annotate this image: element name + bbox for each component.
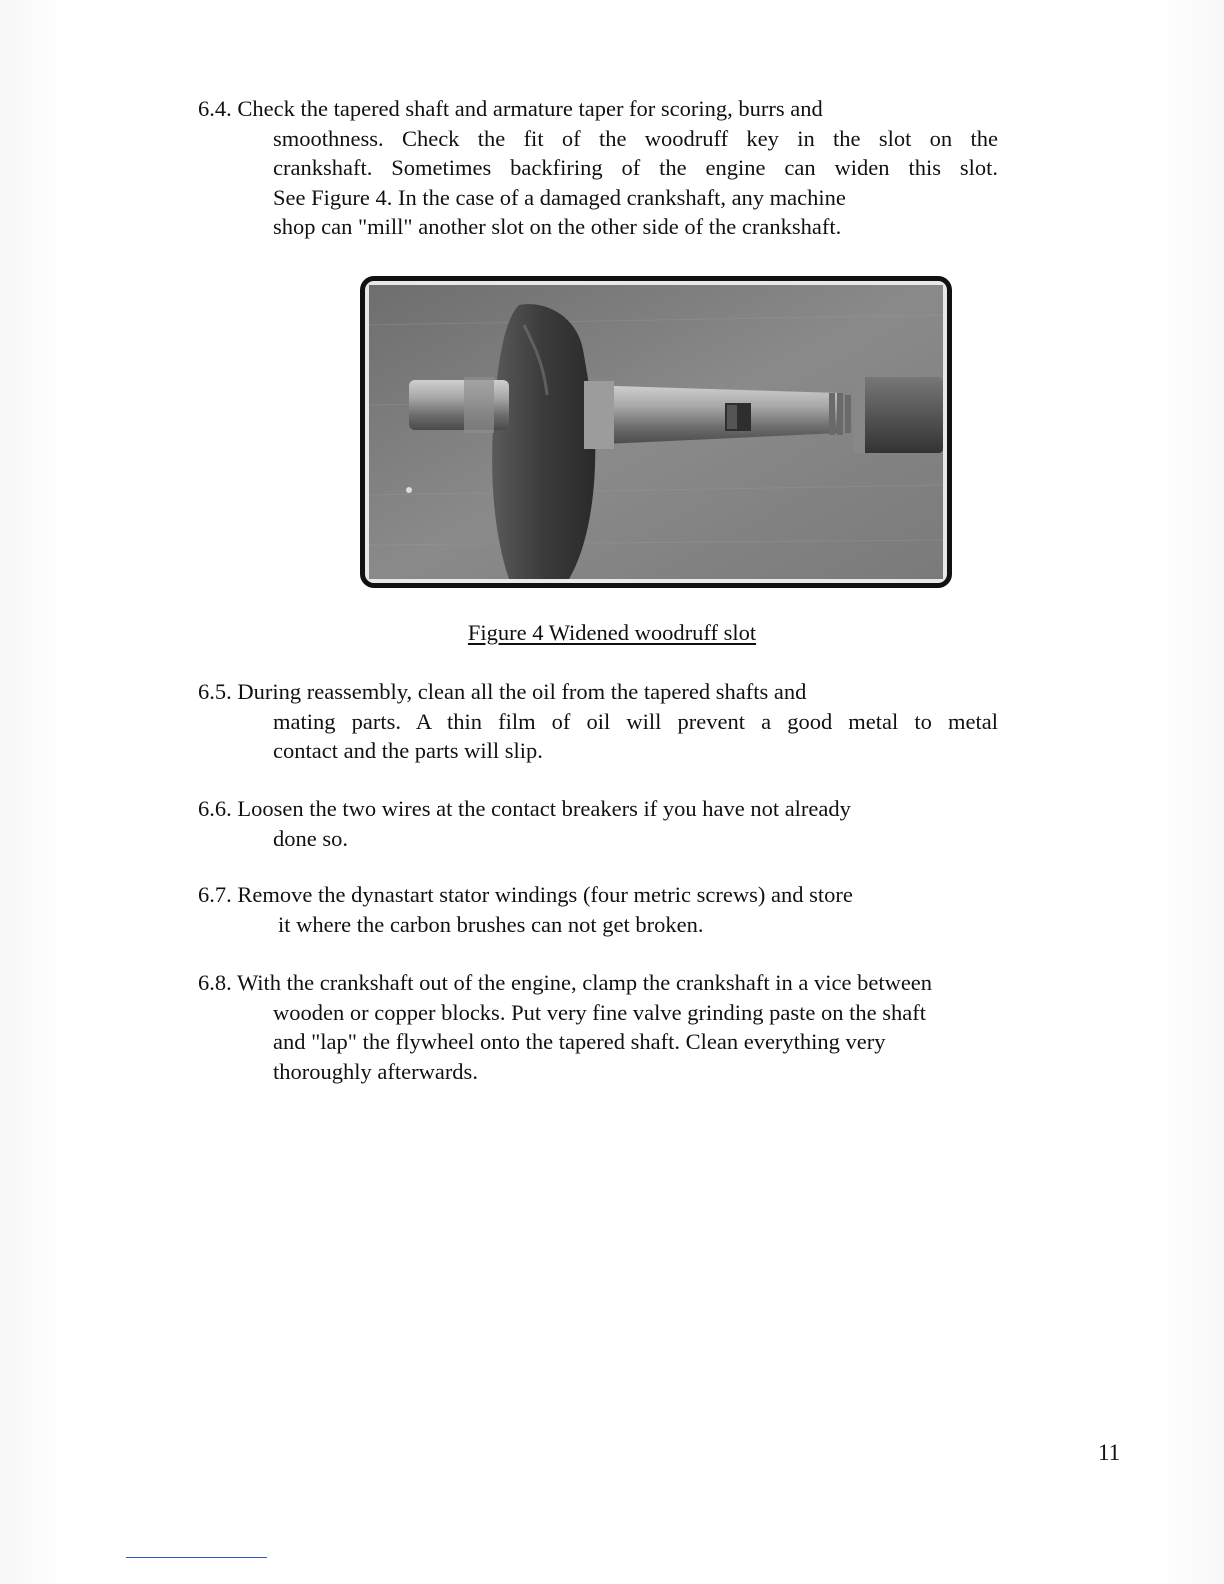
- figure-caption: [0, 620, 1224, 646]
- paragraph-line: crankshaft. Sometimes backfiring of the engine can widen this slot.: [273, 155, 998, 180]
- paragraph-line: wooden or copper blocks. Put very fine valve grinding paste on the shaft: [273, 999, 926, 1025]
- paragraph-6-5: [198, 677, 998, 766]
- paragraph-line: 6.7. Remove the dynastart stator windings (four metric screws) and store: [198, 882, 853, 907]
- paragraph-line: mating parts. A thin film of oil will prevent a good metal to metal: [273, 708, 998, 734]
- paragraph-line: contact and the parts will slip.: [273, 738, 543, 763]
- paragraph-line: 6.5. During reassembly, clean all the oil from the tapered shafts and: [198, 679, 807, 704]
- paragraph-line: and "lap" the flywheel onto the tapered shaft. Clean everything very: [273, 1029, 886, 1054]
- paragraph-line: it where the carbon brushes can not get broken.: [278, 911, 704, 937]
- paragraph-line: 6.4. Check the tapered shaft and armature taper for scoring, burrs and: [198, 96, 823, 121]
- paragraph-line: smoothness. Check the fit of the woodruff key in the slot on the: [273, 125, 998, 151]
- paragraph-6-8: [198, 968, 998, 1086]
- paragraph-line: thoroughly afterwards.: [273, 1058, 478, 1084]
- paragraph-6-6: [198, 794, 998, 853]
- paragraph-6-4: [198, 94, 998, 242]
- paragraph-line: done so.: [273, 825, 348, 851]
- figure-caption-text: Figure 4 Widened woodruff slot: [467, 620, 757, 645]
- paragraph-line: 6.6. Loosen the two wires at the contact breakers if you have not already: [198, 796, 851, 821]
- page-number: 11: [1098, 1440, 1121, 1465]
- paragraph-6-7: [198, 880, 998, 939]
- paragraph-line: shop can "mill" another slot on the other side of the crankshaft.: [273, 214, 842, 239]
- figure-4-photo-frame: [360, 276, 952, 588]
- paragraph-line: See Figure 4. In the case of a damaged crankshaft, any machine: [273, 184, 846, 210]
- footnote-divider: [126, 1557, 267, 1558]
- crankshaft-photo: [369, 285, 943, 579]
- paragraph-line: 6.8. With the crankshaft out of the engine, clamp the crankshaft in a vice between: [198, 970, 933, 995]
